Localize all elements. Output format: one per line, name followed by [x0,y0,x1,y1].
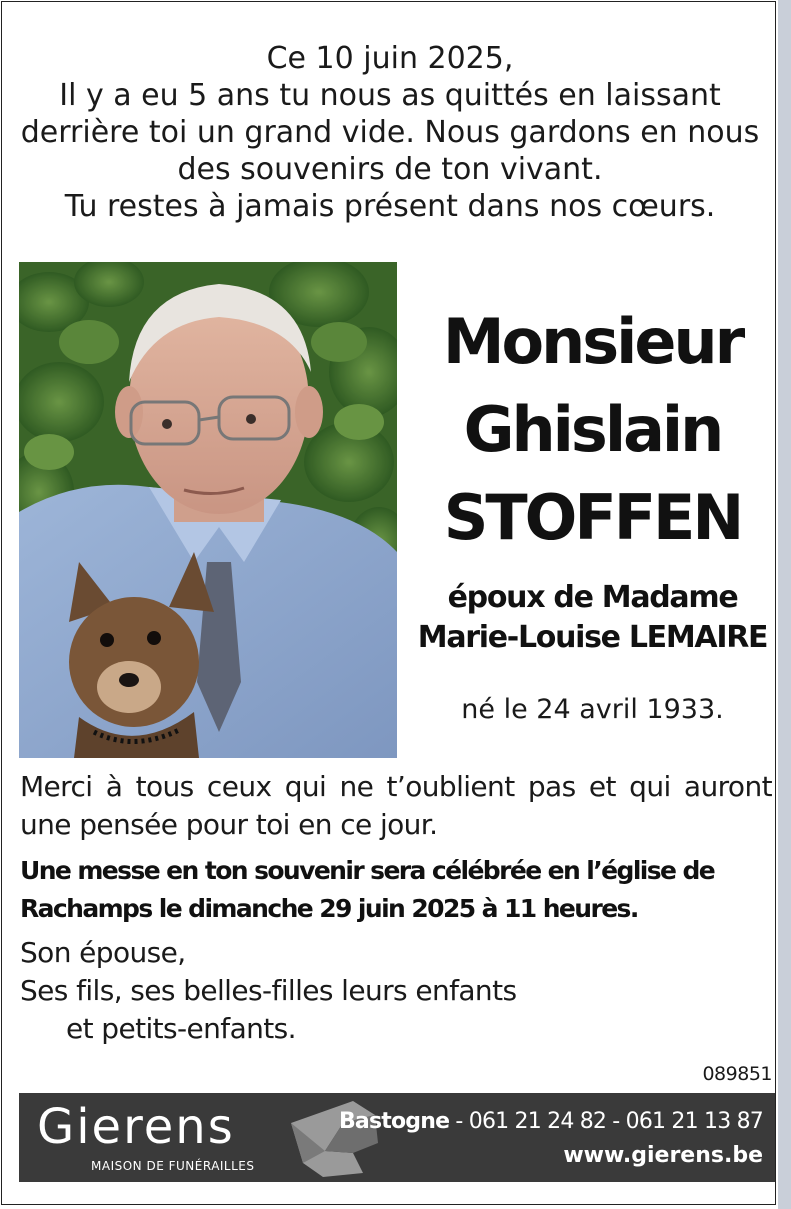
portrait-photo [19,262,397,758]
intro-date: Ce 10 juin 2025, [266,41,514,76]
family-line-2: Ses fils, ses belles-filles leurs enfants [20,974,517,1007]
spouse-line-1: époux de Madame [447,580,738,615]
intro-text [10,40,770,225]
funeral-home-website[interactable]: www.gierens.be [563,1143,763,1168]
thanks-text: Merci à tous ceux qui ne t’oublient pas et qui auront une pensée pour toi en ce jour. [20,770,772,841]
spouse-line-2: Marie-Louise LEMAIRE [417,620,768,655]
funeral-home-city: Bastogne [338,1109,450,1134]
mass-announcement: Une messe en ton souvenir sera célébrée en l’église de Rachamps le dimanche 29 juin 2025 à 11 heures. [20,856,715,923]
birth-date: né le 24 avril 1933. [461,694,724,725]
family-signature [20,934,772,1048]
deceased-last-name: STOFFEN [443,481,742,554]
family-line-1: Son épouse, [20,936,186,969]
funeral-home-logo: Gierens [37,1099,235,1155]
funeral-home-contact [339,1109,763,1134]
deceased-first-name: Ghislain [463,393,722,466]
funeral-home-phones: - 061 21 24 82 - 061 21 13 87 [449,1109,763,1134]
spouse-info [405,578,780,658]
intro-line-3: des souvenirs de ton vivant. [177,152,603,187]
reference-number: 089851 [702,1063,772,1085]
family-line-3: et petits-enfants. [66,1012,296,1045]
gierens-logo-icon [283,1093,383,1182]
deceased-name [405,298,780,562]
deceased-title: Monsieur [442,305,743,378]
intro-line-1: Il y a eu 5 ans tu nous as quittés en laissant [59,78,721,113]
intro-line-2: derrière toi un grand vide. Nous gardons en nous [20,115,760,150]
intro-line-4: Tu restes à jamais présent dans nos cœurs. [64,189,716,224]
funeral-home-subtitle: MAISON DE FUNÉRAILLES [91,1159,255,1173]
funeral-home-banner [19,1093,775,1182]
